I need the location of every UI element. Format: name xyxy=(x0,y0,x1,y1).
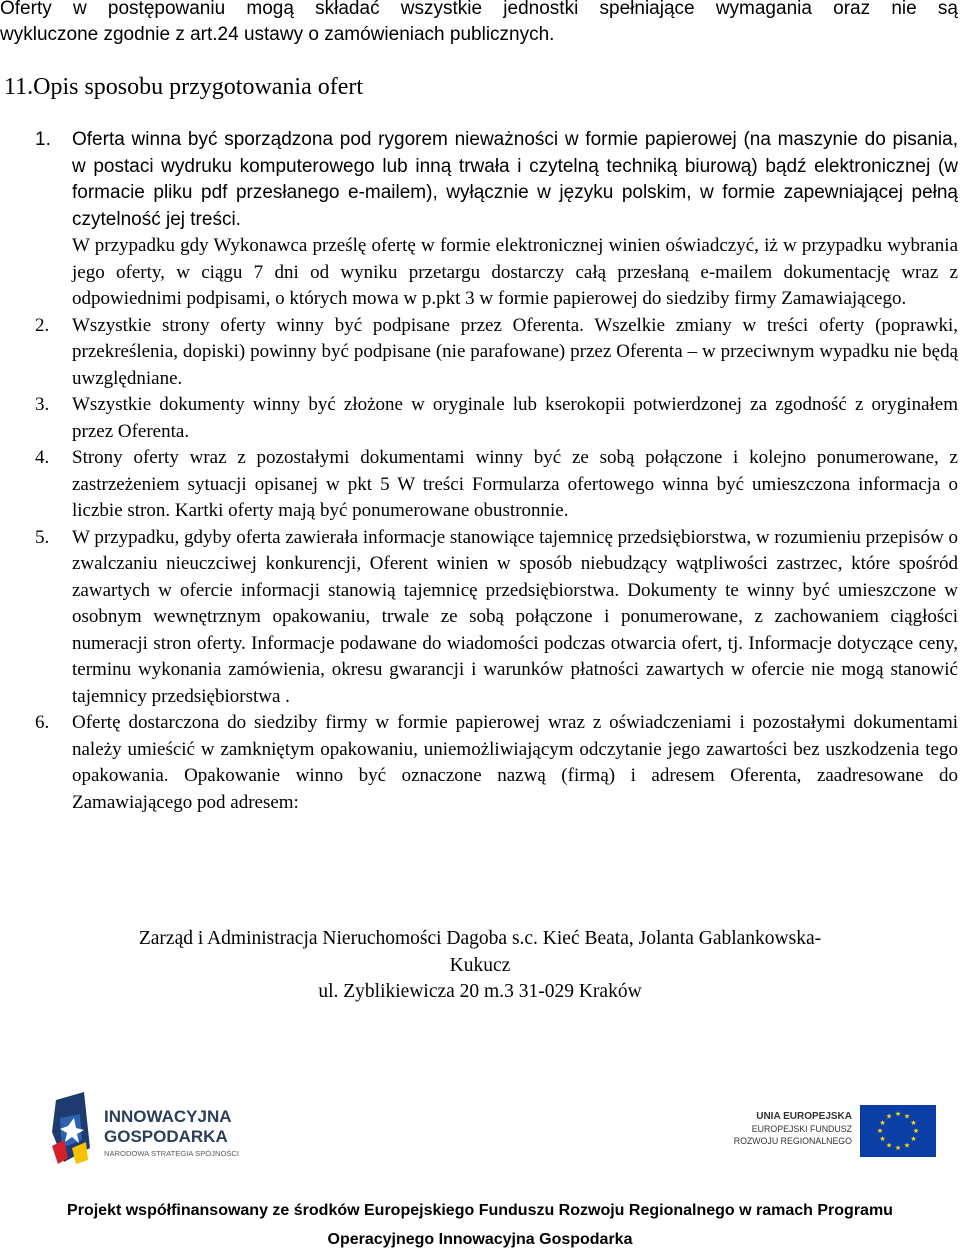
address-line-2: Kukucz xyxy=(449,954,511,976)
section-heading: 11.Opis sposobu przygotowania ofert xyxy=(4,74,364,100)
list-item xyxy=(0,710,958,816)
svg-text:★: ★ xyxy=(903,1112,911,1121)
svg-text:★: ★ xyxy=(879,1119,886,1127)
european-union-logo xyxy=(733,1105,936,1159)
item-text: Wszystkie dokumenty winny być złożone w oryginale lub kserokopii potwierdzonej za zgodność z oryginałem przez Oferenta. xyxy=(72,394,958,442)
item-number: 4. xyxy=(35,447,50,468)
list-item xyxy=(0,392,958,445)
list-item xyxy=(0,525,958,711)
svg-text:★: ★ xyxy=(879,1135,886,1143)
address-line-1: Zarząd i Administracja Nieruchomości Dagoba s.c. Kieć Beata, Jolanta Gablankowska- xyxy=(138,928,822,949)
list-item xyxy=(0,313,958,393)
item-text: Oferta winna być sporządzona pod rygorem nieważności w formie papierowej (na maszynie do pisania, w postaci wydruku komputerowego lub inną trwała i czytelną techniką biurową) bądź elektronicznej (w formacie pliku pdf przesłanego e-mailem), wyłącznie w języku polskim, w formie zapewniającej pełną czytelność jej treści. xyxy=(72,129,958,230)
svg-text:★: ★ xyxy=(894,1110,902,1118)
logo-title-1: INNOWACYJNA xyxy=(104,1107,232,1126)
item-text: W przypadku, gdyby oferta zawierała informacje stanowiące tajemnicę przedsiębiorstwa, w rozumieniu przepisów o zwalczaniu nieuczciwej konkurencji, Oferent winien w sposób niebudzący wątpliwości zastrzec, które spośród zawartych w ofercie informacji stanowią tajemnicę przedsiębiorstwa. Dokumenty te winny być umieszczone w osobnym wewnętrznym opakowaniu, trwale ze sobą połączone i ponumerowane, z zachowaniem ciągłości numeracji stron oferty. Informacje podawane do wiadomości podczas otwarcia ofert, tj. Informacje dotyczące ceny, terminu wykonania zamówienia, okresu gwarancji i warunków płatności zawartych w ofercie nie mogą stanowić tajemnicy przedsiębiorstwa . xyxy=(72,526,958,707)
item-text: Wszystkie strony oferty winny być podpisane przez Oferenta. Wszelkie zmiany w treści oferty (poprawki, przekreślenia, dopiski) powinny być podpisane (nie parafowane) przez Oferenta – w przeciwnym wypadku nie będą uwzględniane. xyxy=(72,314,958,389)
intro-paragraph xyxy=(0,0,958,48)
eu-line-2: EUROPEJSKI FUNDUSZ xyxy=(751,1124,852,1134)
svg-text:★: ★ xyxy=(885,1141,893,1150)
svg-text:★: ★ xyxy=(910,1135,917,1143)
innowacyjna-gospodarka-logo xyxy=(46,1088,276,1168)
svg-text:★: ★ xyxy=(912,1127,920,1135)
list-item xyxy=(0,127,958,313)
svg-text:★: ★ xyxy=(903,1141,911,1150)
recipient-address xyxy=(0,926,960,1006)
address-line-3: ul. Zyblikiewicza 20 m.3 31-029 Kraków xyxy=(318,981,642,1002)
svg-text:★: ★ xyxy=(910,1119,917,1127)
item-number: 3. xyxy=(35,394,50,415)
eu-line-1: UNIA EUROPEJSKA xyxy=(756,1111,852,1122)
logo-subtitle: NARODOWA STRATEGIA SPÓJNOŚCI xyxy=(104,1149,240,1158)
item-number: 5. xyxy=(35,526,50,548)
intro-line-1: Oferty w postępowaniu mogą składać wszystkie jednostki spełniające wymagania oraz nie są xyxy=(0,0,958,19)
svg-text:★: ★ xyxy=(876,1127,884,1135)
svg-text:★: ★ xyxy=(885,1112,893,1121)
item-text: Strony oferty wraz z pozostałymi dokumentami winny być ze sobą połączone i kolejno ponumerowane, z zastrzeżeniem sytuacji opisanej w pkt 5 W treści Formularza ofertowego winna być umieszczona informacja o liczbie stron. Kartki oferty mają być ponumerowane obustronnie. xyxy=(72,447,958,521)
logo-title-2: GOSPODARKA xyxy=(104,1127,228,1146)
eu-flag-icon xyxy=(860,1105,936,1157)
item-number: 1. xyxy=(35,129,51,150)
item-text: Ofertę dostarczona do siedziby firmy w formie papierowej wraz z oświadczeniami i pozostałymi dokumentami należy umieścić w zamkniętym opakowaniu, uniemożliwiającym odczytanie jego zawartości bez uszkodzenia tego opakowania. Opakowanie winno być oznaczone nazwą (firmą) i adresem Oferenta, zaadresowane do Zamawiającego pod adresem: xyxy=(72,712,958,813)
footer-line-1: Projekt współfinansowany ze środków Europejskiego Funduszu Rozwoju Regionalnego w ramach Programu xyxy=(67,1202,893,1219)
item-number: 2. xyxy=(35,314,50,336)
eu-line-3: ROZWOJU REGIONALNEGO xyxy=(733,1136,852,1146)
intro-line-2: wykluczone zgodnie z art.24 ustawy o zamówieniach publicznych. xyxy=(0,24,555,45)
list-item xyxy=(0,445,958,525)
star-emblem-icon xyxy=(52,1092,90,1164)
offer-preparation-list xyxy=(0,127,958,816)
item-number: 6. xyxy=(35,712,50,733)
svg-text:★: ★ xyxy=(894,1144,902,1152)
page-footer xyxy=(0,1196,960,1254)
footer-line-2: Operacyjnego Innowacyjna Gospodarka xyxy=(327,1231,633,1248)
item-text-continued: W przypadku gdy Wykonawca prześlę ofertę w formie elektronicznej winien oświadczyć, iż w przypadku wybrania jego oferty, w ciągu 7 dni od wyniku przetargu dostarczy całą przesłaną e-mailem dokumentację wraz z odpowiednimi podpisami, o których mowa w p.pkt 3 w formie papierowej do siedziby firmy Zamawiającego. xyxy=(72,235,958,309)
